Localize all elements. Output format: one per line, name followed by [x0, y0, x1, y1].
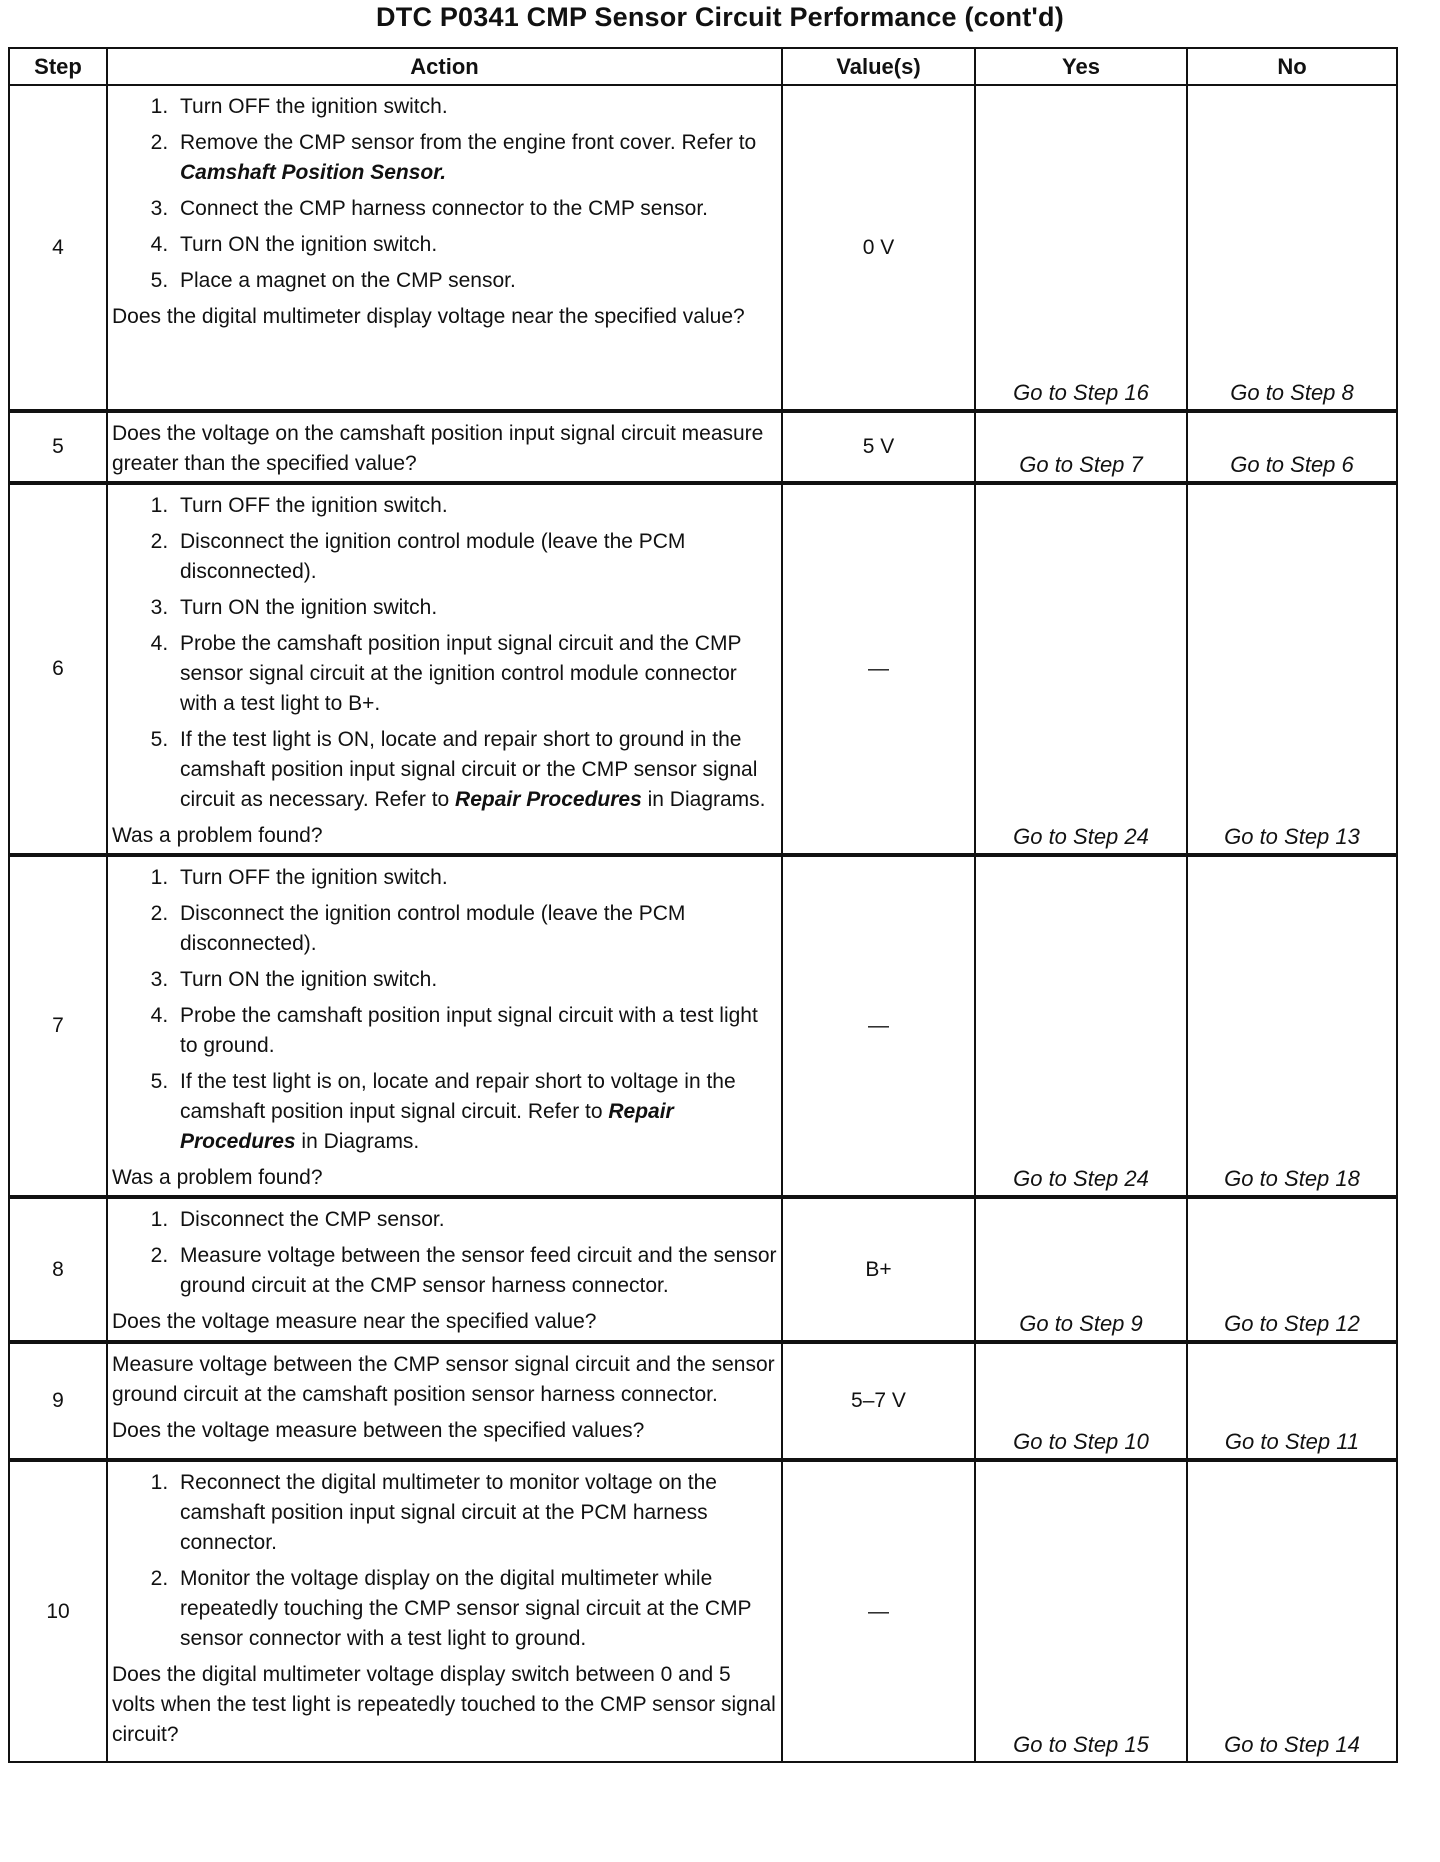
step-number: 7 [9, 855, 107, 1197]
value-cell: 5–7 V [782, 1342, 975, 1460]
step-number: 10 [9, 1460, 107, 1762]
procedure-reference: Repair Procedures [180, 1100, 674, 1153]
yes-result: Go to Step 24 [975, 855, 1187, 1197]
action-text: Disconnect the ignition control module (leave the PCM disconnected). [180, 902, 686, 955]
header-step: Step [9, 48, 107, 85]
action-steps [112, 92, 777, 296]
diagnostic-table [8, 47, 1398, 1763]
no-result: Go to Step 18 [1187, 855, 1397, 1197]
action-text: Connect the CMP harness connector to the CMP sensor. [180, 197, 709, 220]
action-text: Probe the camshaft position input signal circuit and the CMP sensor signal circuit at the ignition control module connector with a test light to B+. [180, 632, 742, 715]
action-text: Turn ON the ignition switch. [180, 968, 438, 991]
header-yes: Yes [975, 48, 1187, 85]
action-step [174, 1241, 777, 1301]
action-cell [107, 1460, 782, 1762]
step-number: 6 [9, 483, 107, 855]
action-text: If the test light is on, locate and repair short to voltage in the camshaft position input signal circuit. Refer to [180, 1070, 736, 1123]
action-text: Turn ON the ignition switch. [180, 596, 438, 619]
procedure-reference: Repair Procedures [455, 788, 642, 811]
action-question: Does the voltage measure between the specified values? [112, 1419, 645, 1442]
action-question: Was a problem found? [112, 1166, 323, 1189]
action-text: If the test light is ON, locate and repair short to ground in the camshaft position input signal circuit or the CMP sensor signal circuit as necessary. Refer to [180, 728, 758, 811]
step-number: 8 [9, 1197, 107, 1342]
action-step [174, 1001, 777, 1061]
table-row [9, 483, 1397, 855]
action-step [174, 1205, 777, 1235]
action-cell [107, 483, 782, 855]
action-cell [107, 1342, 782, 1460]
value-cell: — [782, 1460, 975, 1762]
action-step [174, 965, 777, 995]
action-question: Does the digital multimeter voltage display switch between 0 and 5 volts when the test light is repeatedly touched to the CMP sensor signal circuit? [112, 1663, 776, 1746]
action-text: Disconnect the CMP sensor. [180, 1208, 445, 1231]
table-row [9, 855, 1397, 1197]
yes-result: Go to Step 24 [975, 483, 1187, 855]
action-cell [107, 1197, 782, 1342]
header-action: Action [107, 48, 782, 85]
no-result: Go to Step 12 [1187, 1197, 1397, 1342]
no-result: Go to Step 14 [1187, 1460, 1397, 1762]
action-text: in Diagrams. [295, 1130, 420, 1153]
action-step [174, 194, 777, 224]
value-cell: B+ [782, 1197, 975, 1342]
action-text: Turn OFF the ignition switch. [180, 494, 448, 517]
action-text: in Diagrams. [641, 788, 766, 811]
procedure-reference: Camshaft Position Sensor. [180, 161, 447, 184]
action-step [174, 863, 777, 893]
action-text: Monitor the voltage display on the digital multimeter while repeatedly touching the CMP sensor signal circuit at the CMP sensor connector with a test light to ground. [180, 1567, 752, 1650]
action-step [174, 1468, 777, 1558]
action-steps [112, 1205, 777, 1301]
table-row [9, 1197, 1397, 1342]
yes-result: Go to Step 9 [975, 1197, 1187, 1342]
action-question: Does the digital multimeter display voltage near the specified value? [112, 305, 745, 328]
action-text: Disconnect the ignition control module (leave the PCM disconnected). [180, 530, 686, 583]
action-steps [112, 491, 777, 815]
no-result: Go to Step 11 [1187, 1342, 1397, 1460]
step-number: 4 [9, 85, 107, 411]
action-text: Probe the camshaft position input signal circuit with a test light to ground. [180, 1004, 758, 1057]
action-step [174, 128, 777, 188]
value-cell: 5 V [782, 411, 975, 483]
action-step [174, 1067, 777, 1157]
action-step [174, 1564, 777, 1654]
action-step [174, 92, 777, 122]
action-text: Reconnect the digital multimeter to monitor voltage on the camshaft position input signal circuit at the PCM harness connector. [180, 1471, 717, 1554]
action-text: Turn OFF the ignition switch. [180, 866, 448, 889]
action-step [174, 230, 777, 260]
action-cell [107, 411, 782, 483]
action-text: Turn ON the ignition switch. [180, 233, 438, 256]
action-step [174, 899, 777, 959]
value-cell: — [782, 855, 975, 1197]
action-question: Does the voltage measure near the specified value? [112, 1310, 597, 1333]
no-result: Go to Step 8 [1187, 85, 1397, 411]
value-cell: 0 V [782, 85, 975, 411]
yes-result: Go to Step 7 [975, 411, 1187, 483]
table-row [9, 411, 1397, 483]
header-no: No [1187, 48, 1397, 85]
header-values: Value(s) [782, 48, 975, 85]
action-steps [112, 1468, 777, 1654]
table-row [9, 1342, 1397, 1460]
yes-result: Go to Step 15 [975, 1460, 1187, 1762]
step-number: 9 [9, 1342, 107, 1460]
table-body [9, 85, 1397, 1762]
header-row [9, 48, 1397, 85]
action-question: Was a problem found? [112, 824, 323, 847]
page-title: DTC P0341 CMP Sensor Circuit Performance (cont'd) [376, 2, 1064, 32]
action-text: Remove the CMP sensor from the engine front cover. Refer to [180, 131, 757, 154]
action-step [174, 725, 777, 815]
yes-result: Go to Step 10 [975, 1342, 1187, 1460]
action-step [174, 266, 777, 296]
table-row [9, 85, 1397, 411]
action-step [174, 491, 777, 521]
action-instruction: Measure voltage between the CMP sensor signal circuit and the sensor ground circuit at the camshaft position sensor harness connector. [112, 1353, 775, 1406]
no-result: Go to Step 6 [1187, 411, 1397, 483]
action-step [174, 527, 777, 587]
table-row [9, 1460, 1397, 1762]
action-step [174, 629, 777, 719]
action-cell [107, 85, 782, 411]
action-text: Measure voltage between the sensor feed circuit and the sensor ground circuit at the CMP sensor harness connector. [180, 1244, 777, 1297]
action-step [174, 593, 777, 623]
action-steps [112, 863, 777, 1157]
no-result: Go to Step 13 [1187, 483, 1397, 855]
action-cell [107, 855, 782, 1197]
yes-result: Go to Step 16 [975, 85, 1187, 411]
value-cell: — [782, 483, 975, 855]
action-text: Place a magnet on the CMP sensor. [180, 269, 516, 292]
step-number: 5 [9, 411, 107, 483]
action-text: Turn OFF the ignition switch. [180, 95, 448, 118]
action-question: Does the voltage on the camshaft position input signal circuit measure greater than the specified value? [112, 422, 764, 475]
